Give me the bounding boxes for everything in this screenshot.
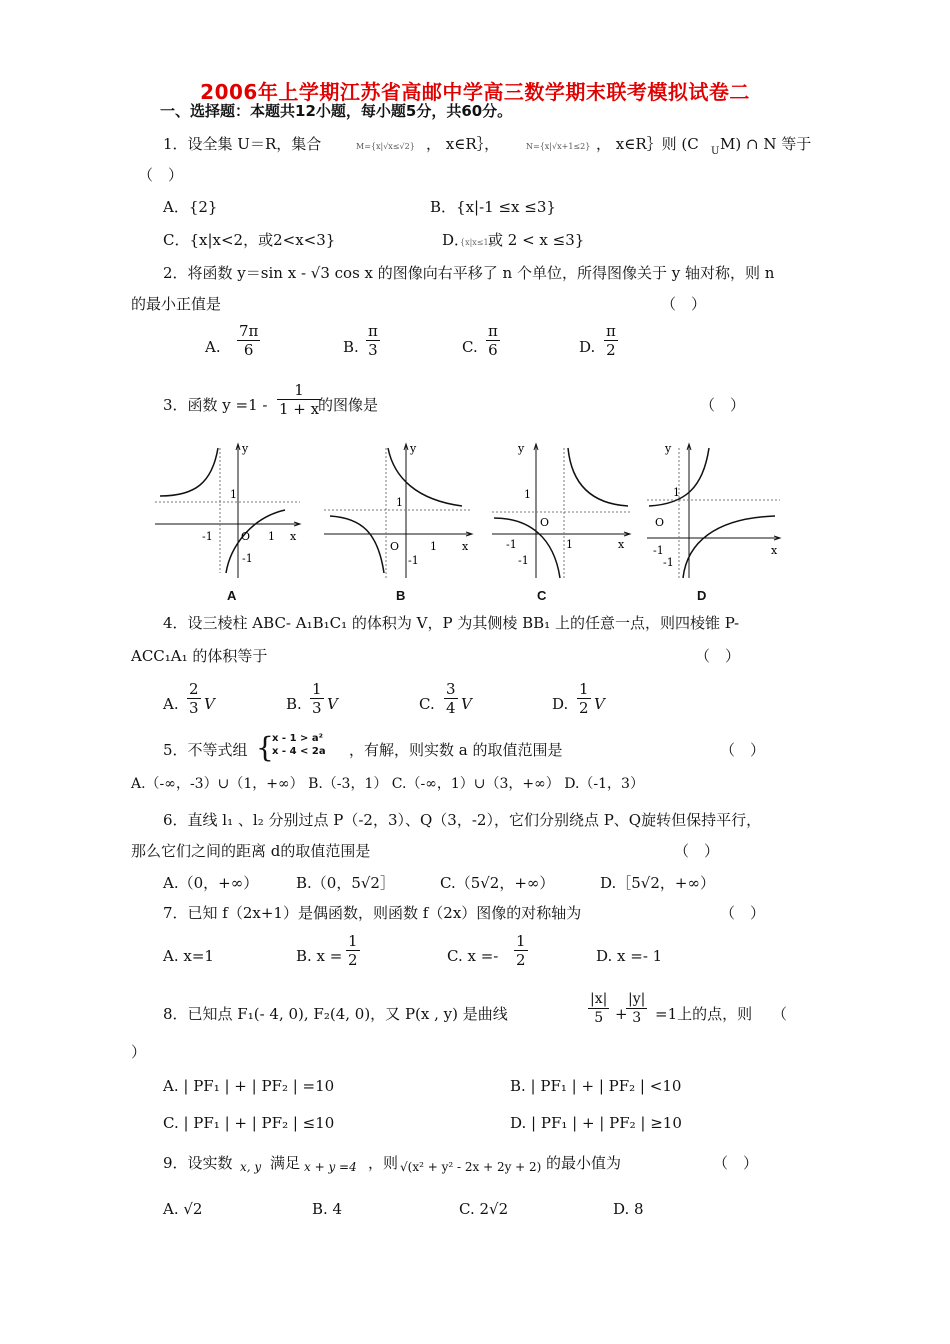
q1-set-n: N={x|√x+1≤2} bbox=[526, 142, 591, 151]
q4-option-c-label: C. bbox=[419, 695, 435, 713]
q5-text: 5．不等式组 bbox=[163, 741, 248, 759]
graph-b bbox=[322, 438, 482, 583]
section-heading: 一、选择题：本题共12小题，每小题5分，共60分。 bbox=[160, 102, 513, 120]
q4-option-b-fraction: $\frac{1}{3}$ bbox=[312, 680, 322, 717]
graph-c-tick-x1: 1 bbox=[566, 538, 573, 551]
q6-answer-paren: （ ） bbox=[674, 842, 720, 860]
q3-answer-paren: （ ） bbox=[700, 396, 746, 414]
q2-option-a-label: A. bbox=[205, 338, 221, 356]
q2-option-d-fraction: $\frac{\pi}{2}$ bbox=[606, 322, 616, 359]
q4-option-b-var: V bbox=[327, 695, 338, 713]
q7-option-c-fraction: $\frac{1}{2}$ bbox=[516, 932, 526, 969]
q2-option-d-label: D. bbox=[579, 338, 596, 356]
q4-text-2: ACC₁A₁ 的体积等于 bbox=[131, 647, 268, 665]
graph-a-tick-x1: 1 bbox=[268, 530, 275, 543]
q8-text-b: =1上的点，则 bbox=[655, 1005, 753, 1023]
q5-options: A.（-∞，-3）∪（1，+∞） B.（-3，1） C.（-∞，1）∪（3，+∞） D.（-1，3） bbox=[131, 776, 644, 792]
q5-brace: { bbox=[256, 731, 274, 764]
graph-c bbox=[490, 438, 640, 583]
q6-option-c: C.（5√2，+∞） bbox=[440, 874, 555, 892]
q9-option-d: D. 8 bbox=[613, 1200, 644, 1218]
q1-option-a: A．{2} bbox=[163, 198, 218, 216]
q2-text: 2．将函数 y＝sin x - √3 cos x 的图像向右平移了 n 个单位，所得图像关于 y 轴对称，则 n bbox=[163, 264, 775, 282]
q7-option-b-label: B. x = bbox=[296, 947, 343, 965]
q4-text: 4．设三棱柱 ABC- A₁B₁C₁ 的体积为 V，P 为其侧棱 BB₁ 上的任意一点，则四棱锥 P- bbox=[163, 614, 740, 632]
graph-d-tick-1: 1 bbox=[673, 486, 680, 499]
q8-text: 8．已知点 F₁(- 4, 0), F₂(4, 0)，又 P(x , y) 是曲线 bbox=[163, 1005, 508, 1023]
q4-option-d-label: D. bbox=[552, 695, 569, 713]
q3-fraction: $\frac{1}{1 + x}$ bbox=[279, 381, 320, 418]
q1-option-b: B．{x|-1 ≤x ≤3} bbox=[430, 198, 556, 216]
q4-option-c-var: V bbox=[461, 695, 472, 713]
q8-paren-close: ） bbox=[131, 1043, 147, 1061]
graph-a-x-label: x bbox=[290, 530, 297, 543]
q7-option-b-fraction: $\frac{1}{2}$ bbox=[348, 932, 358, 969]
q9-expression: √(x² + y² - 2x + 2y + 2) bbox=[400, 1160, 542, 1174]
graph-c-x-label: x bbox=[618, 538, 625, 551]
q4-option-c-fraction: $\frac{3}{4}$ bbox=[446, 680, 456, 717]
q9-answer-paren: （ ） bbox=[713, 1154, 759, 1172]
q7-option-c-label: C. x =- bbox=[447, 947, 499, 965]
q3-text: 3．函数 y =1 - bbox=[163, 396, 268, 414]
q5-text-b: ，有解，则实数 a 的取值范围是 bbox=[349, 741, 563, 759]
q9-option-b: B. 4 bbox=[312, 1200, 343, 1218]
graph-c-tick-1: 1 bbox=[524, 488, 531, 501]
q6-option-b: B.（0，5√2］ bbox=[296, 874, 395, 892]
q7-text: 7．已知 f（2x+1）是偶函数，则函数 f（2x）图像的对称轴为 bbox=[163, 904, 582, 922]
q7-option-d: D. x =- 1 bbox=[596, 947, 663, 965]
q1-text: 1．设全集 U＝R，集合 bbox=[163, 135, 322, 153]
q1-answer-paren: （ ） bbox=[138, 166, 184, 184]
q4-option-a-fraction: $\frac{2}{3}$ bbox=[189, 680, 199, 717]
q9-text-b: 满足 bbox=[270, 1154, 301, 1172]
graph-a-tick-ym1: -1 bbox=[242, 552, 253, 565]
q9-option-c: C. 2√2 bbox=[459, 1200, 509, 1218]
graph-b-origin: O bbox=[390, 540, 400, 553]
q4-answer-paren: （ ） bbox=[695, 647, 741, 665]
q3-text-b: 的图像是 bbox=[318, 396, 379, 414]
graph-a-tick-m1: -1 bbox=[202, 530, 213, 543]
graph-a-y-label: y bbox=[242, 442, 249, 455]
q9-text: 9．设实数 bbox=[163, 1154, 233, 1172]
q2-option-a-fraction: $\frac{7\pi}{6}$ bbox=[239, 322, 259, 359]
graph-a-origin: O bbox=[241, 530, 251, 543]
q1-option-c: C．{x|x<2，或2<x<3} bbox=[163, 231, 336, 249]
q9-vars: x, y bbox=[240, 1160, 262, 1174]
q6-option-a: A.（0，+∞） bbox=[163, 874, 259, 892]
q4-option-d-var: V bbox=[594, 695, 605, 713]
graph-c-origin: O bbox=[540, 516, 550, 529]
graph-b-label: B bbox=[396, 588, 406, 603]
graph-d-origin: O bbox=[655, 516, 665, 529]
graph-a bbox=[150, 438, 310, 583]
q1-text-b: ， x∈R｝， bbox=[426, 135, 500, 153]
q5-system-1: x - 1 > a² bbox=[272, 733, 323, 744]
page-title: 2006年上学期江苏省高邮中学高三数学期末联考模拟试卷二 bbox=[200, 80, 750, 104]
q1-option-d: D． bbox=[442, 231, 470, 249]
graph-c-tick-m1: -1 bbox=[506, 538, 517, 551]
q8-option-b: B. | PF₁ | + | PF₂ | <10 bbox=[510, 1077, 682, 1095]
q4-option-a-var: V bbox=[204, 695, 215, 713]
q8-option-c: C. | PF₁ | + | PF₂ | ≤10 bbox=[163, 1114, 335, 1132]
q2-answer-paren: （ ） bbox=[661, 295, 707, 313]
graph-d-x-label: x bbox=[771, 544, 778, 557]
q2-option-c-fraction: $\frac{\pi}{6}$ bbox=[488, 322, 498, 359]
q2-option-b-label: B. bbox=[343, 338, 359, 356]
q8-fraction-x: $\frac{|x|}{5}$ bbox=[590, 991, 608, 1026]
q1-option-d-small: {x|x≤1} bbox=[460, 238, 494, 247]
q8-option-a: A. | PF₁ | + | PF₂ | =10 bbox=[163, 1077, 335, 1095]
graph-c-tick-ym1: -1 bbox=[518, 554, 529, 567]
graph-d-label: D bbox=[697, 588, 707, 603]
graph-c-label: C bbox=[537, 588, 547, 603]
q6-text: 6．直线 l₁ 、l₂ 分别过点 P（-2，3）、Q（3，-2），它们分别绕点 P、Q旋转但保持平行， bbox=[163, 811, 762, 829]
q8-paren-open: （ bbox=[772, 1005, 788, 1023]
q4-option-b-label: B. bbox=[286, 695, 302, 713]
graph-b-tick-1: 1 bbox=[396, 496, 403, 509]
q8-option-d: D. | PF₁ | + | PF₂ | ≥10 bbox=[510, 1114, 682, 1132]
q1-text-d: M) ∩ N 等于 bbox=[720, 135, 812, 153]
q2-option-b-fraction: $\frac{\pi}{3}$ bbox=[368, 322, 378, 359]
q1-set-m: M={x|√x≤√2} bbox=[356, 142, 415, 151]
q2-text-2: 的最小正值是 bbox=[131, 295, 222, 313]
graph-b-x-label: x bbox=[462, 540, 469, 553]
q6-text-2: 那么它们之间的距离 d的取值范围是 bbox=[131, 842, 371, 860]
q9-text-d: 的最小值为 bbox=[546, 1154, 622, 1172]
graph-d-tick-ym1: -1 bbox=[663, 556, 674, 569]
graph-b-tick-ym1: -1 bbox=[408, 554, 419, 567]
q1-subscript: U bbox=[711, 146, 720, 157]
q7-answer-paren: （ ） bbox=[720, 904, 766, 922]
q5-answer-paren: （ ） bbox=[720, 741, 766, 759]
q9-condition: x + y =4 bbox=[304, 1160, 357, 1174]
graph-d-y-label: y bbox=[665, 442, 672, 455]
graph-d bbox=[645, 438, 790, 583]
q7-option-a: A. x=1 bbox=[163, 947, 214, 965]
q9-option-a: A. √2 bbox=[163, 1200, 203, 1218]
q8-plus: + bbox=[615, 1005, 628, 1023]
q8-fraction-y: $\frac{|y|}{3}$ bbox=[628, 991, 646, 1026]
graph-b-y-label: y bbox=[410, 442, 417, 455]
graph-b-tick-x1: 1 bbox=[430, 540, 437, 553]
q1-option-d-rest: 或 2 < x ≤3} bbox=[488, 231, 585, 249]
graph-d-tick-m1: -1 bbox=[653, 544, 664, 557]
q4-option-d-fraction: $\frac{1}{2}$ bbox=[579, 680, 589, 717]
q6-option-d: D.［5√2，+∞） bbox=[600, 874, 715, 892]
q4-option-a-label: A. bbox=[163, 695, 179, 713]
q5-system-2: x - 4 < 2a bbox=[272, 746, 326, 757]
graph-a-tick-1: 1 bbox=[230, 488, 237, 501]
graph-c-y-label: y bbox=[518, 442, 525, 455]
q9-text-c: ，则 bbox=[368, 1154, 399, 1172]
q1-text-c: ， x∈R｝则 (C bbox=[596, 135, 699, 153]
graph-a-label: A bbox=[227, 588, 237, 603]
q2-option-c-label: C. bbox=[462, 338, 478, 356]
